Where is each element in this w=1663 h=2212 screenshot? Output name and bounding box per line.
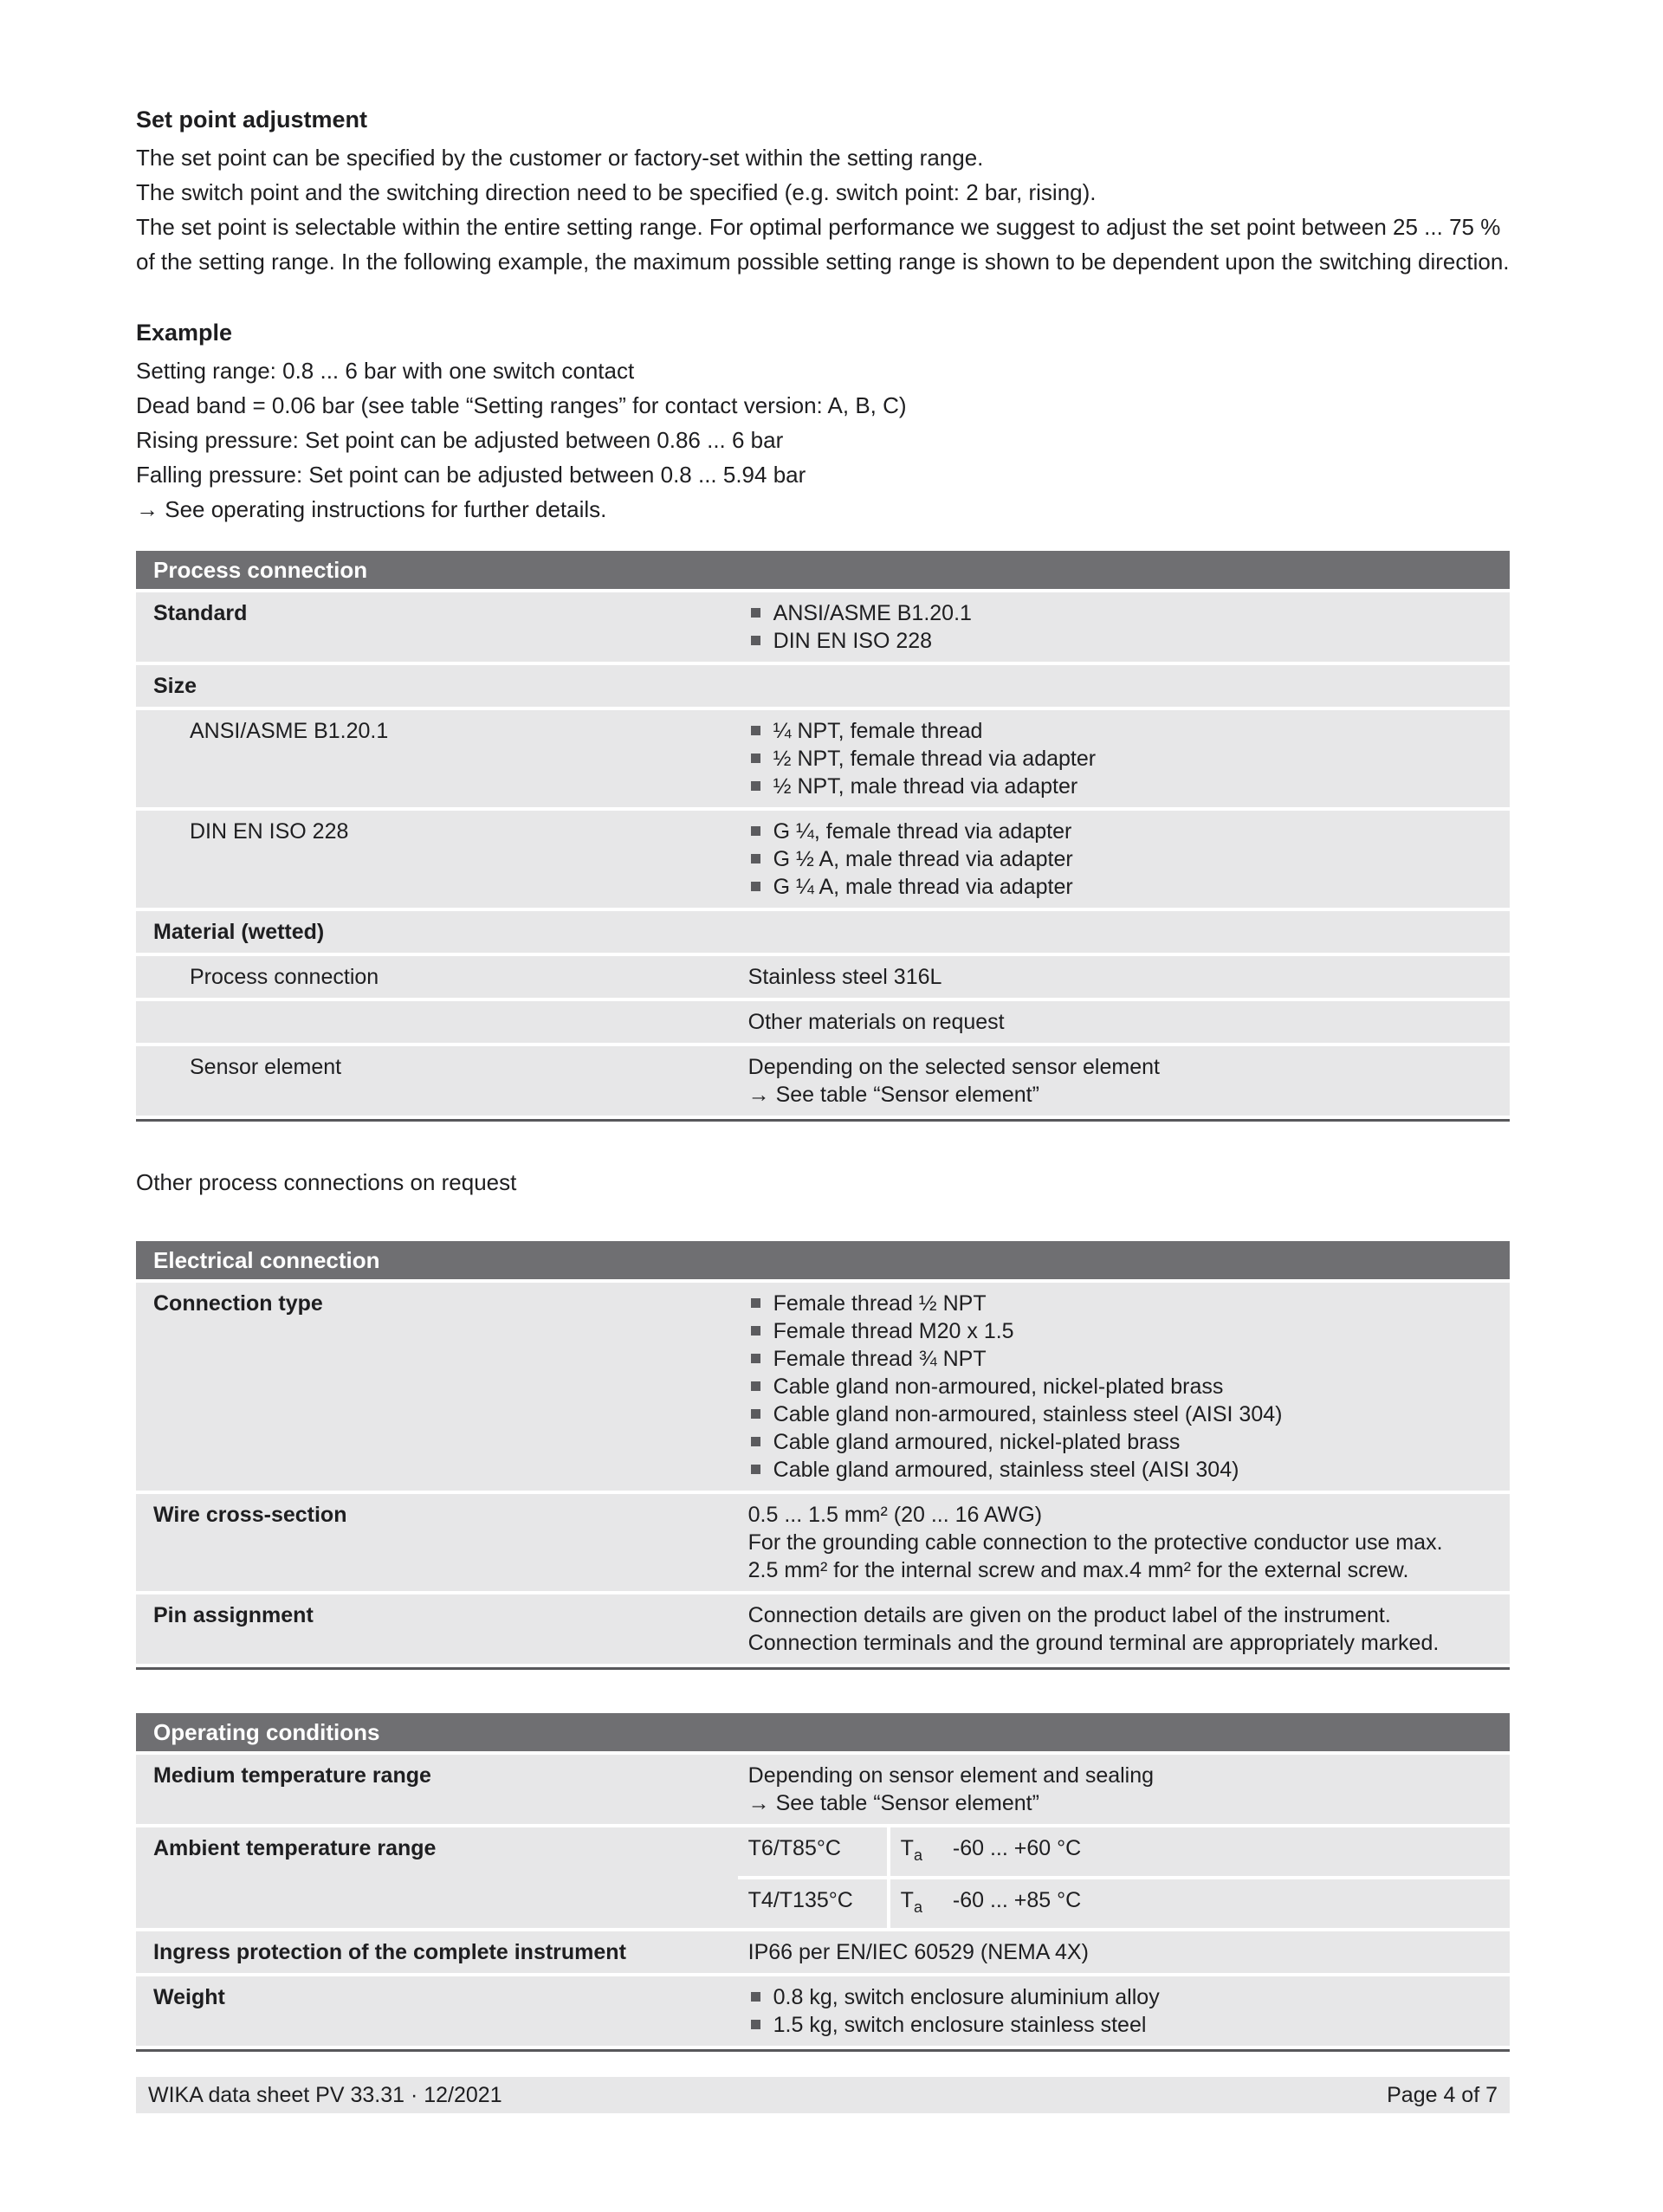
- cell-label: Connection type: [136, 1283, 738, 1491]
- range-value: -60 ... +60 °C: [952, 1836, 1082, 1860]
- table-electrical-connection: [136, 1241, 1510, 1670]
- table-row-connection-type: [136, 1283, 1510, 1491]
- bullet-item: [748, 1456, 1499, 1484]
- bullet-text: Cable gland armoured, stainless steel (AISI 304): [773, 1458, 1239, 1482]
- bullet-text: G ½ A, male thread via adapter: [773, 847, 1073, 871]
- bullet-text: Female thread ¾ NPT: [773, 1347, 987, 1371]
- table-row-other-materials: [136, 1001, 1510, 1043]
- table-bottom-rule: [136, 1667, 1510, 1670]
- section-heading-set-point-adjustment: Set point adjustment: [136, 107, 368, 133]
- cell-line: 0.5 ... 1.5 mm² (20 ... 16 AWG): [747, 1503, 1043, 1527]
- table-row-ingress-protection: [136, 1931, 1510, 1973]
- example-block: [136, 315, 1510, 527]
- page-content: [136, 102, 1510, 2052]
- temperature-class: T6/T85°C: [738, 1827, 887, 1876]
- table-subheader-size: Size: [136, 665, 1510, 707]
- table-row-ambient-temperature: [136, 1827, 1510, 1928]
- bullet-item: [748, 1400, 1499, 1428]
- square-bullet-icon: [751, 781, 760, 791]
- square-bullet-icon: [751, 608, 760, 618]
- cell-value: [738, 1283, 1510, 1491]
- footer-page-number: Page 4 of 7: [1387, 2083, 1498, 2107]
- bullet-item: [748, 627, 1499, 655]
- cell-label: Sensor element: [136, 1046, 738, 1116]
- cell-value: Stainless steel 316L: [738, 956, 1510, 998]
- bullet-item: [748, 1317, 1499, 1345]
- bullet-text: 1.5 kg, switch enclosure stainless steel: [773, 2013, 1147, 2037]
- example-line-3: Rising pressure: Set point can be adjusted between 0.86 ... 6 bar: [136, 427, 784, 453]
- bullet-text: Cable gland non-armoured, nickel-plated brass: [773, 1374, 1224, 1399]
- square-bullet-icon: [751, 1437, 760, 1446]
- example-line-2: Dead band = 0.06 bar (see table “Setting ranges” for contact version: A, B, C): [136, 392, 907, 418]
- bullet-text: ½ NPT, male thread via adapter: [773, 774, 1078, 799]
- cell-value: IP66 per EN/IEC 60529 (NEMA 4X): [738, 1931, 1510, 1973]
- example-line-4: Falling pressure: Set point can be adjusted between 0.8 ... 5.94 bar: [136, 462, 806, 488]
- bullet-text: DIN EN ISO 228: [773, 629, 933, 653]
- intro-paragraph-2: The switch point and the switching direction need to be specified (e.g. switch point: 2 bar, rising).: [136, 179, 1097, 205]
- square-bullet-icon: [751, 1381, 760, 1391]
- ambient-row-t4: [738, 1879, 1510, 1928]
- cell-value: [738, 811, 1510, 908]
- bullet-text: ½ NPT, female thread via adapter: [773, 747, 1097, 771]
- cell-label: Ambient temperature range: [136, 1827, 738, 1928]
- bullet-text: G ¼ A, male thread via adapter: [773, 875, 1073, 899]
- cell-label: Weight: [136, 1976, 738, 2046]
- cell-label-empty: [136, 1001, 738, 1043]
- ambient-sub-rows: [738, 1827, 1510, 1928]
- bullet-item: [748, 873, 1499, 901]
- section-heading-example: Example: [136, 320, 233, 346]
- square-bullet-icon: [751, 754, 760, 763]
- bullet-text: Cable gland non-armoured, stainless steel (AISI 304): [773, 1402, 1283, 1426]
- table-row-din: [136, 811, 1510, 908]
- bullet-item: [748, 745, 1499, 773]
- square-bullet-icon: [751, 1409, 760, 1419]
- bullet-item: [748, 599, 1499, 627]
- cell-label: DIN EN ISO 228: [136, 811, 738, 908]
- cell-label: Ingress protection of the complete instrument: [136, 1931, 738, 1973]
- footer-datasheet-id: WIKA data sheet PV 33.31 · 12/2021: [148, 2083, 502, 2107]
- square-bullet-icon: [751, 1465, 760, 1474]
- table-bottom-rule: [136, 2049, 1510, 2052]
- table-row-weight: [136, 1976, 1510, 2046]
- cell-line: Depending on the selected sensor element: [747, 1055, 1160, 1079]
- table-row-process-connection-material: [136, 956, 1510, 998]
- bullet-text: Female thread M20 x 1.5: [773, 1319, 1014, 1343]
- bullet-item: [748, 1428, 1499, 1456]
- cell-label: ANSI/ASME B1.20.1: [136, 710, 738, 807]
- cell-line: 2.5 mm² for the internal screw and max.4 mm² for the external screw.: [747, 1558, 1409, 1582]
- table-row-pin-assignment: [136, 1594, 1510, 1664]
- table-header-operating-conditions: Operating conditions: [136, 1713, 1510, 1751]
- range-value: -60 ... +85 °C: [952, 1888, 1082, 1912]
- cell-line: Depending on sensor element and sealing: [747, 1763, 1155, 1788]
- table-row-sensor-element: [136, 1046, 1510, 1116]
- cell-value: Other materials on request: [738, 1001, 1510, 1043]
- bullet-text: Female thread ½ NPT: [773, 1291, 987, 1316]
- temperature-range: [890, 1879, 1510, 1928]
- table-row-ansi: [136, 710, 1510, 807]
- intro-paragraph-1: The set point can be specified by the customer or factory-set within the setting range.: [136, 145, 984, 171]
- example-line-1: Setting range: 0.8 ... 6 bar with one switch contact: [136, 358, 635, 384]
- bullet-item: [748, 845, 1499, 873]
- table-subheader-material-wetted: Material (wetted): [136, 911, 1510, 953]
- bullet-item: [748, 1983, 1499, 2011]
- cell-value: [738, 1046, 1510, 1116]
- square-bullet-icon: [751, 1354, 760, 1363]
- cell-label: Process connection: [136, 956, 738, 998]
- square-bullet-icon: [751, 726, 760, 735]
- table-header-process-connection: Process connection: [136, 551, 1510, 589]
- temperature-range: [890, 1827, 1510, 1876]
- table-header-electrical-connection: Electrical connection: [136, 1241, 1510, 1279]
- bullet-item: [748, 818, 1499, 845]
- intro-paragraph-3: The set point is selectable within the entire setting range. For optimal performance we suggest to adjust the set point between 25 ... 75 % of the setting range. In the following example, the maximum possible setting range is shown to be dependent upon the switching direction.: [136, 214, 1510, 275]
- cell-label: Medium temperature range: [136, 1755, 738, 1824]
- cell-label: Standard: [136, 592, 738, 662]
- cell-value: [738, 1755, 1510, 1824]
- bullet-text: Cable gland armoured, nickel-plated brass: [773, 1430, 1181, 1454]
- bullet-text: ANSI/ASME B1.20.1: [773, 601, 972, 625]
- example-line-5: → See operating instructions for further details.: [136, 496, 607, 522]
- temperature-class: T4/T135°C: [738, 1879, 887, 1928]
- table-row-medium-temperature: [136, 1755, 1510, 1824]
- cell-value: [738, 1976, 1510, 2046]
- square-bullet-icon: [751, 826, 760, 836]
- page-footer: [136, 2077, 1510, 2113]
- ta-symbol: $T_a$: [900, 1836, 922, 1864]
- bullet-item: [748, 1373, 1499, 1400]
- table-row-standard: [136, 592, 1510, 662]
- ta-symbol: $T_a$: [900, 1888, 922, 1916]
- cell-value: [738, 710, 1510, 807]
- square-bullet-icon: [751, 636, 760, 645]
- bullet-item: [748, 1290, 1499, 1317]
- square-bullet-icon: [751, 2020, 760, 2029]
- bullet-item: [748, 2011, 1499, 2039]
- cell-value: [738, 1494, 1510, 1591]
- table-bottom-rule: [136, 1119, 1510, 1122]
- ambient-row-t6: [738, 1827, 1510, 1876]
- cell-line: → See table “Sensor element”: [747, 1083, 1039, 1107]
- table-process-connection: [136, 551, 1510, 1122]
- square-bullet-icon: [751, 854, 760, 863]
- square-bullet-icon: [751, 1992, 760, 2002]
- bullet-item: [748, 1345, 1499, 1373]
- square-bullet-icon: [751, 1298, 760, 1308]
- cell-label: Pin assignment: [136, 1594, 738, 1664]
- square-bullet-icon: [751, 1326, 760, 1336]
- table-row-wire-cross-section: [136, 1494, 1510, 1591]
- bullet-text: G ¼, female thread via adapter: [773, 819, 1072, 844]
- cell-value: [738, 592, 1510, 662]
- bullet-text: ¼ NPT, female thread: [773, 719, 983, 743]
- cell-line: → See table “Sensor element”: [747, 1791, 1039, 1815]
- cell-value: Connection details are given on the product label of the instrument. Connection terminals and the ground terminal are appropriately marked.: [738, 1594, 1510, 1664]
- bullet-item: [748, 773, 1499, 800]
- note-other-process-connections: Other process connections on request: [136, 1169, 517, 1195]
- table-operating-conditions: [136, 1713, 1510, 2052]
- square-bullet-icon: [751, 882, 760, 891]
- cell-line: For the grounding cable connection to the protective conductor use max.: [747, 1530, 1443, 1555]
- bullet-item: [748, 717, 1499, 745]
- cell-label: Wire cross-section: [136, 1494, 738, 1591]
- bullet-text: 0.8 kg, switch enclosure aluminium alloy: [773, 1985, 1160, 2009]
